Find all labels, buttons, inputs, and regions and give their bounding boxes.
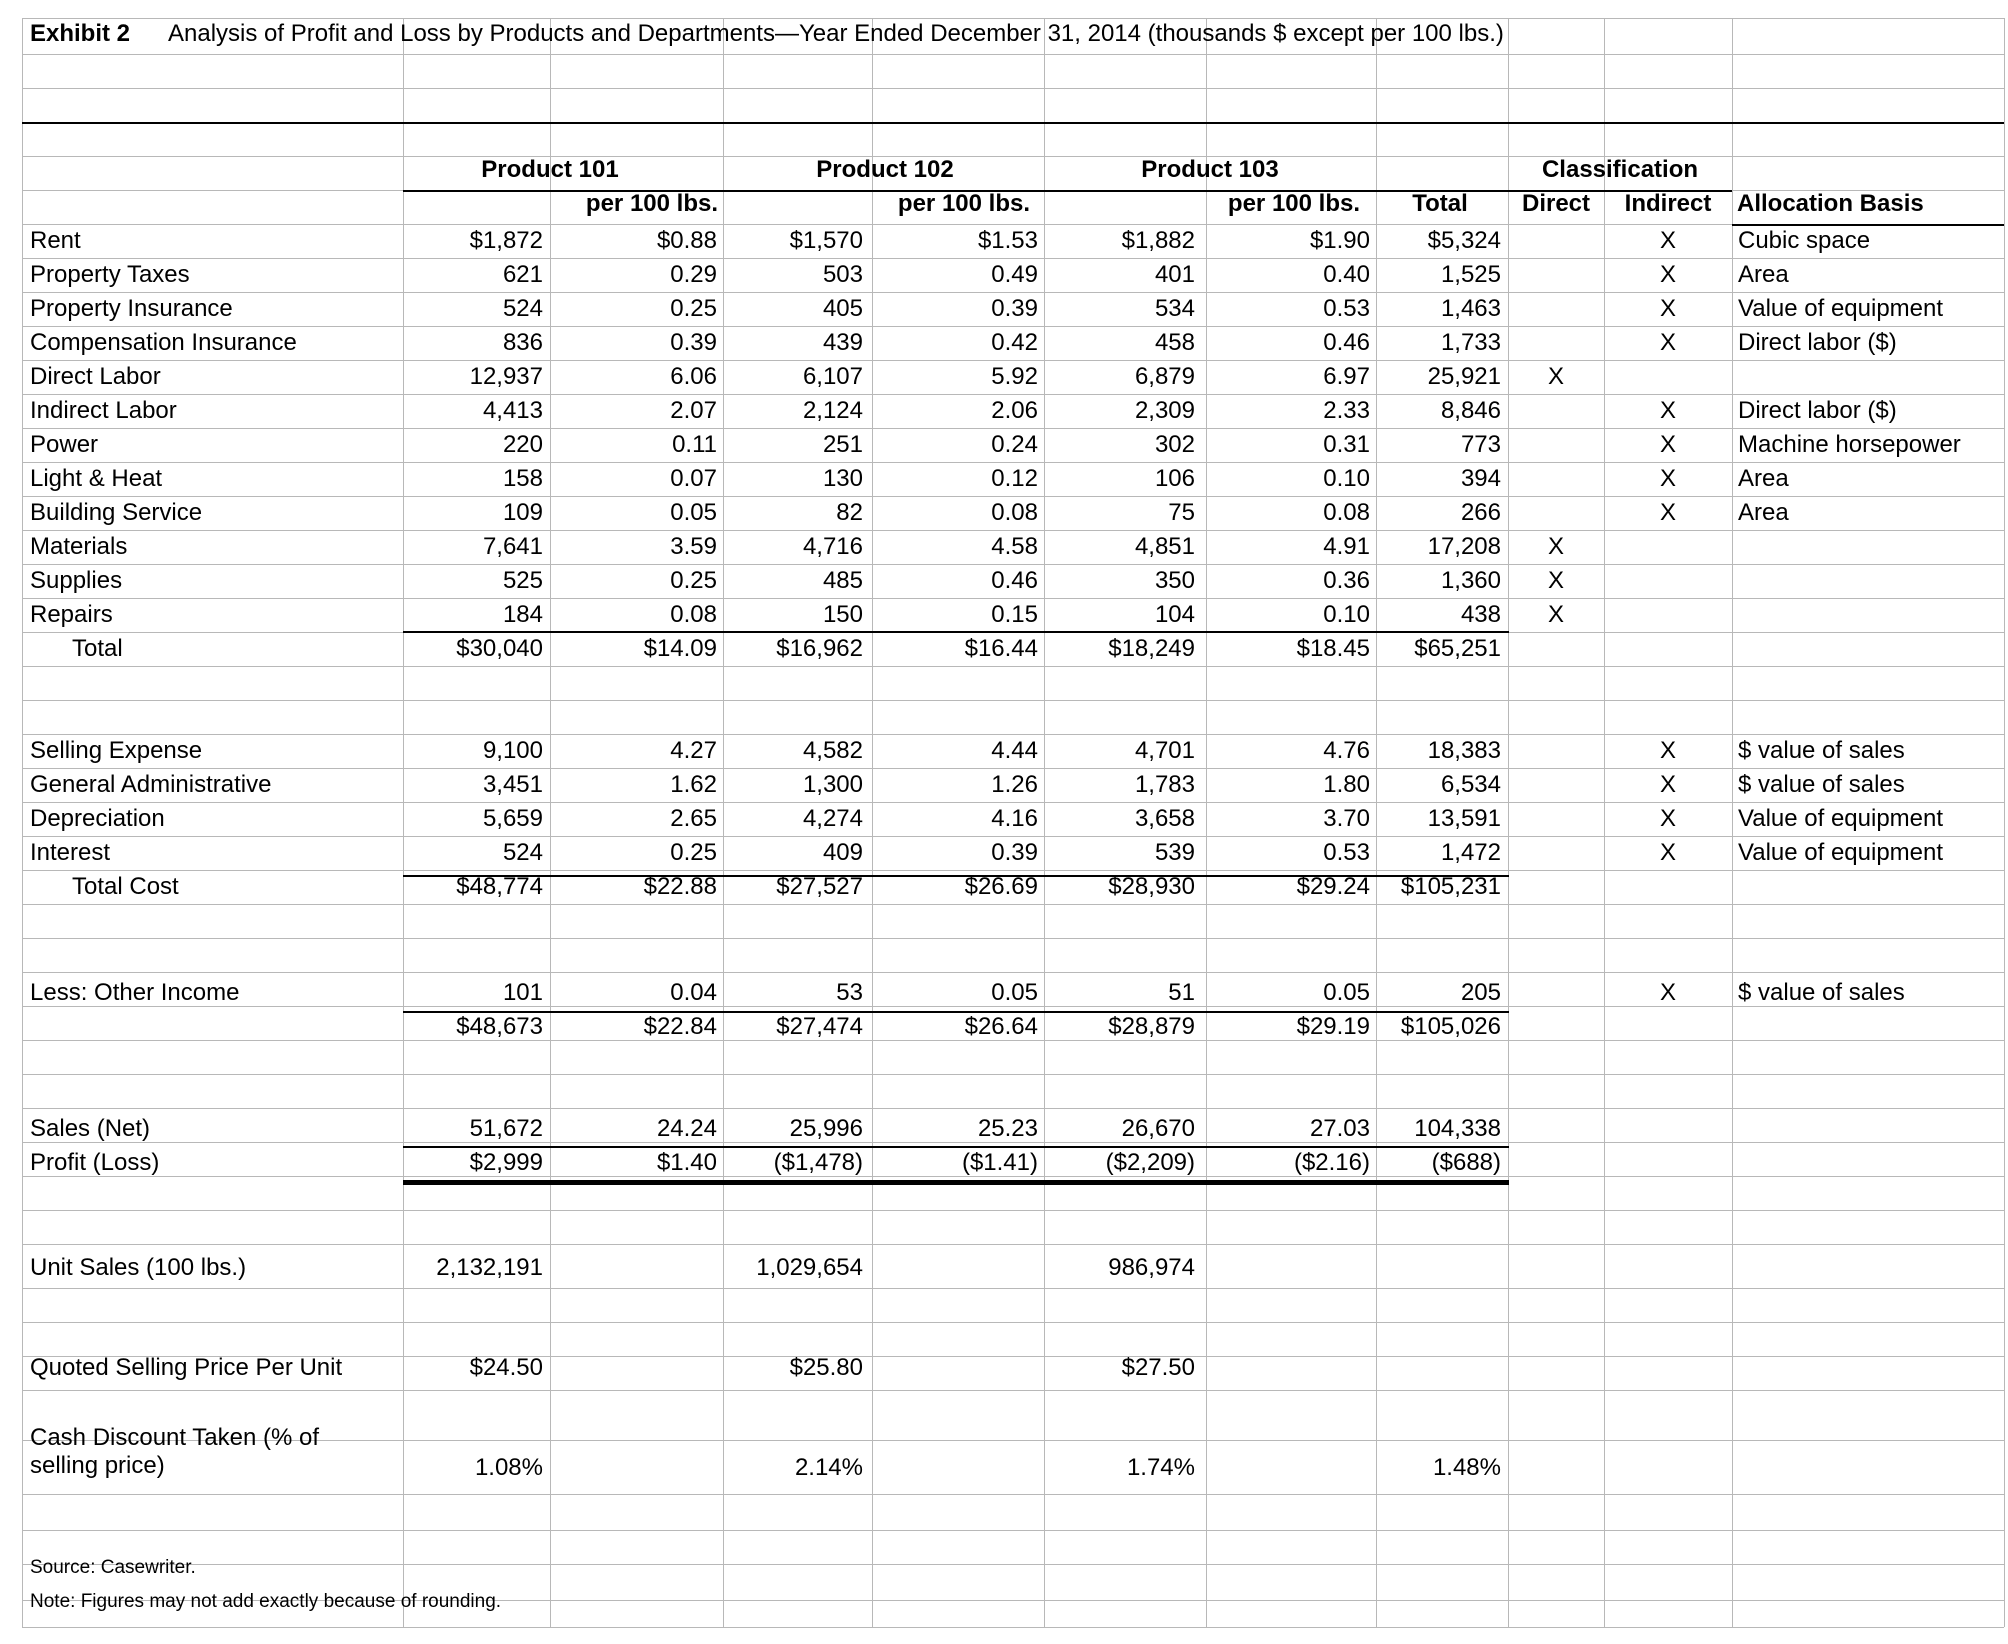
- value-cell: 836: [502, 329, 543, 356]
- value-cell: $1.53: [977, 227, 1038, 254]
- indirect-mark: X: [1659, 295, 1676, 322]
- value-cell: 9,100: [482, 737, 543, 764]
- value-cell: 0.39: [670, 329, 717, 356]
- indirect-mark: X: [1659, 397, 1676, 424]
- grid-line: [22, 462, 2004, 463]
- grid-line: [22, 326, 2004, 327]
- grid-line: [22, 1288, 2004, 1289]
- value-cell: 525: [502, 567, 543, 594]
- value-cell: 104,338: [1414, 1115, 1501, 1142]
- grid-line: [22, 360, 2004, 361]
- row-label: Repairs: [30, 601, 113, 628]
- value-cell: 0.25: [670, 295, 717, 322]
- value-cell: 0.49: [991, 261, 1038, 288]
- allocation-basis: Area: [1738, 261, 1789, 288]
- unit-sales-p102: 1,029,654: [756, 1254, 863, 1281]
- allocation-basis: Area: [1738, 465, 1789, 492]
- value-cell: $14.09: [643, 635, 717, 662]
- grid-line: [22, 802, 2004, 803]
- grid-line: [2004, 18, 2005, 1627]
- allocation-basis: Value of equipment: [1738, 295, 1944, 322]
- value-cell: $16,962: [776, 635, 863, 662]
- value-cell: 4.91: [1323, 533, 1370, 560]
- grid-line: [22, 598, 2004, 599]
- value-cell: ($2.16): [1293, 1149, 1370, 1176]
- cash-discount-p103: 1.74%: [1126, 1454, 1195, 1481]
- value-cell: $28,879: [1108, 1013, 1195, 1040]
- value-cell: ($1,478): [773, 1149, 863, 1176]
- value-cell: 1,463: [1440, 295, 1501, 322]
- value-cell: 0.12: [991, 465, 1038, 492]
- value-cell: 3.59: [670, 533, 717, 560]
- value-cell: 0.40: [1323, 261, 1370, 288]
- value-cell: 0.08: [1323, 499, 1370, 526]
- grid-line: [872, 18, 873, 1627]
- header-direct: Direct: [1521, 190, 1591, 217]
- indirect-mark: X: [1659, 771, 1676, 798]
- value-cell: 4,582: [802, 737, 863, 764]
- value-cell: 82: [836, 499, 863, 526]
- value-cell: 6,879: [1134, 363, 1195, 390]
- grid-line: [403, 1146, 1509, 1148]
- value-cell: 0.24: [991, 431, 1038, 458]
- indirect-mark: X: [1659, 465, 1676, 492]
- value-cell: 4,716: [802, 533, 863, 560]
- value-cell: 109: [502, 499, 543, 526]
- grid-line: [22, 904, 2004, 905]
- allocation-basis: Direct labor ($): [1738, 329, 1897, 356]
- row-label: Total: [72, 635, 123, 662]
- grid-line: [22, 666, 2004, 667]
- header-allocation-basis: Allocation Basis: [1737, 190, 1924, 217]
- value-cell: 539: [1154, 839, 1195, 866]
- value-cell: 0.42: [991, 329, 1038, 356]
- grid-line: [22, 836, 2004, 837]
- allocation-basis: Value of equipment: [1738, 839, 1944, 866]
- row-label: Materials: [30, 533, 128, 560]
- header-classification: Classification: [1541, 156, 1699, 183]
- quoted-price-p103: $27.50: [1121, 1354, 1195, 1381]
- allocation-basis: Direct labor ($): [1738, 397, 1897, 424]
- value-cell: $27,474: [776, 1013, 863, 1040]
- grid-line: [22, 292, 2004, 293]
- grid-line: [22, 530, 2004, 531]
- value-cell: 26,670: [1121, 1115, 1195, 1142]
- value-cell: 27.03: [1309, 1115, 1370, 1142]
- value-cell: 0.05: [670, 499, 717, 526]
- row-label: Building Service: [30, 499, 203, 526]
- allocation-basis: $ value of sales: [1738, 771, 1905, 798]
- rounding-note: Note: Figures may not add exactly because of rounding.: [30, 1591, 502, 1612]
- value-cell: 220: [502, 431, 543, 458]
- row-label: Profit (Loss): [30, 1149, 160, 1176]
- row-label: Direct Labor: [30, 363, 161, 390]
- value-cell: 405: [822, 295, 863, 322]
- grid-line: [22, 88, 2004, 89]
- value-cell: 302: [1154, 431, 1195, 458]
- header-indirect: Indirect: [1624, 190, 1712, 217]
- value-cell: 6,107: [802, 363, 863, 390]
- value-cell: $26.64: [964, 1013, 1038, 1040]
- grid-line: [22, 224, 2004, 225]
- grid-line: [22, 54, 2004, 55]
- grid-line: [22, 1108, 2004, 1109]
- value-cell: 0.10: [1323, 465, 1370, 492]
- grid-line: [550, 18, 551, 1627]
- value-cell: 0.08: [670, 601, 717, 628]
- value-cell: 51,672: [469, 1115, 543, 1142]
- direct-mark: X: [1547, 533, 1564, 560]
- value-cell: $29.24: [1296, 873, 1370, 900]
- value-cell: 1,733: [1440, 329, 1501, 356]
- value-cell: 3,451: [482, 771, 543, 798]
- value-cell: 0.25: [670, 839, 717, 866]
- value-cell: 458: [1154, 329, 1195, 356]
- value-cell: 101: [502, 979, 543, 1006]
- value-cell: 18,383: [1427, 737, 1501, 764]
- value-cell: 25,921: [1427, 363, 1501, 390]
- source-note: Source: Casewriter.: [30, 1557, 196, 1578]
- grid-line: [22, 972, 2004, 973]
- value-cell: 4,701: [1134, 737, 1195, 764]
- value-cell: 6,534: [1440, 771, 1501, 798]
- direct-mark: X: [1547, 363, 1564, 390]
- cash-discount-total: 1.48%: [1432, 1454, 1501, 1481]
- value-cell: 0.53: [1323, 839, 1370, 866]
- value-cell: $105,026: [1400, 1013, 1501, 1040]
- cash-discount-p101: 1.08%: [474, 1454, 543, 1481]
- row-label: General Administrative: [30, 771, 272, 798]
- value-cell: 438: [1460, 601, 1501, 628]
- value-cell: 0.10: [1323, 601, 1370, 628]
- value-cell: 2,309: [1134, 397, 1195, 424]
- grid-line: [22, 734, 2004, 735]
- value-cell: 0.25: [670, 567, 717, 594]
- value-cell: $48,774: [456, 873, 543, 900]
- cash-discount-label: Cash Discount Taken (% of selling price): [30, 1424, 320, 1479]
- grid-line: [1206, 18, 1207, 1627]
- value-cell: 0.04: [670, 979, 717, 1006]
- header-p101-per-100: per 100 lbs.: [585, 190, 718, 217]
- value-cell: 350: [1154, 567, 1195, 594]
- value-cell: 13,591: [1427, 805, 1501, 832]
- value-cell: 75: [1168, 499, 1195, 526]
- value-cell: 0.05: [1323, 979, 1370, 1006]
- indirect-mark: X: [1659, 329, 1676, 356]
- value-cell: $105,231: [1400, 873, 1501, 900]
- value-cell: $30,040: [456, 635, 543, 662]
- header-p102-per-100: per 100 lbs.: [897, 190, 1030, 217]
- header-product-101: Product 101: [481, 156, 619, 183]
- cash-discount-p102: 2.14%: [794, 1454, 863, 1481]
- value-cell: $2,999: [469, 1149, 543, 1176]
- exhibit-title: Analysis of Profit and Loss by Products and Departments—Year Ended December 31, 2014 (thousands $ except per 100 lbs.): [168, 20, 1504, 47]
- grid-line: [22, 258, 2004, 259]
- value-cell: 1.26: [991, 771, 1038, 798]
- row-label: Total Cost: [72, 873, 179, 900]
- value-cell: 524: [502, 839, 543, 866]
- value-cell: $0.88: [656, 227, 717, 254]
- value-cell: $29.19: [1296, 1013, 1370, 1040]
- grid-line: [22, 1210, 2004, 1211]
- value-cell: $1,872: [469, 227, 543, 254]
- row-label: Light & Heat: [30, 465, 163, 492]
- value-cell: $5,324: [1427, 227, 1501, 254]
- allocation-basis: $ value of sales: [1738, 979, 1905, 1006]
- grid-line: [22, 1244, 2004, 1245]
- value-cell: $1.90: [1309, 227, 1370, 254]
- value-cell: ($1.41): [961, 1149, 1038, 1176]
- value-cell: 1,525: [1440, 261, 1501, 288]
- grid-line: [403, 631, 1509, 633]
- value-cell: 773: [1460, 431, 1501, 458]
- value-cell: $26.69: [964, 873, 1038, 900]
- grid-line: [22, 870, 2004, 871]
- value-cell: 0.53: [1323, 295, 1370, 322]
- indirect-mark: X: [1659, 227, 1676, 254]
- value-cell: 150: [822, 601, 863, 628]
- value-cell: 0.07: [670, 465, 717, 492]
- value-cell: 17,208: [1427, 533, 1501, 560]
- value-cell: 158: [502, 465, 543, 492]
- row-label: Property Taxes: [30, 261, 190, 288]
- row-label: Depreciation: [30, 805, 165, 832]
- value-cell: 2.06: [991, 397, 1038, 424]
- value-cell: $1.40: [656, 1149, 717, 1176]
- grid-line: [1732, 18, 1733, 1627]
- value-cell: 4.76: [1323, 737, 1370, 764]
- value-cell: 4.16: [991, 805, 1038, 832]
- grid-line: [1508, 18, 1509, 1627]
- value-cell: ($688): [1431, 1149, 1501, 1176]
- value-cell: $18,249: [1108, 635, 1195, 662]
- value-cell: 53: [836, 979, 863, 1006]
- value-cell: $22.88: [643, 873, 717, 900]
- grid-line: [22, 1390, 2004, 1391]
- value-cell: $1,882: [1121, 227, 1195, 254]
- value-cell: 0.15: [991, 601, 1038, 628]
- quoted-price-p102: $25.80: [789, 1354, 863, 1381]
- value-cell: 4.44: [991, 737, 1038, 764]
- value-cell: 8,846: [1440, 397, 1501, 424]
- grid-line: [22, 938, 2004, 939]
- value-cell: 0.39: [991, 295, 1038, 322]
- value-cell: 4,274: [802, 805, 863, 832]
- indirect-mark: X: [1659, 431, 1676, 458]
- value-cell: ($2,209): [1105, 1149, 1195, 1176]
- grid-line: [22, 768, 2004, 769]
- row-label: Sales (Net): [30, 1115, 151, 1142]
- value-cell: 0.29: [670, 261, 717, 288]
- value-cell: 485: [822, 567, 863, 594]
- value-cell: 503: [822, 261, 863, 288]
- unit-sales-p103: 986,974: [1108, 1254, 1195, 1281]
- value-cell: 205: [1460, 979, 1501, 1006]
- row-label: Indirect Labor: [30, 397, 177, 424]
- grid-line: [22, 1322, 2004, 1323]
- grid-line: [22, 1564, 2004, 1565]
- value-cell: 3.70: [1323, 805, 1370, 832]
- value-cell: 4,851: [1134, 533, 1195, 560]
- value-cell: 106: [1154, 465, 1195, 492]
- value-cell: 3,658: [1134, 805, 1195, 832]
- grid-line: [22, 18, 2004, 19]
- value-cell: 2.65: [670, 805, 717, 832]
- row-label: Selling Expense: [30, 737, 203, 764]
- grid-line: [403, 1180, 1509, 1185]
- unit-sales-label: Unit Sales (100 lbs.): [30, 1254, 247, 1281]
- quoted-price-label: Quoted Selling Price Per Unit: [30, 1354, 343, 1381]
- value-cell: 409: [822, 839, 863, 866]
- grid-line: [22, 1074, 2004, 1075]
- grid-line: [1044, 18, 1045, 1627]
- value-cell: $65,251: [1414, 635, 1501, 662]
- indirect-mark: X: [1659, 805, 1676, 832]
- row-label: Power: [30, 431, 99, 458]
- value-cell: 51: [1168, 979, 1195, 1006]
- grid-line: [22, 564, 2004, 565]
- grid-line: [22, 122, 2004, 124]
- value-cell: $48,673: [456, 1013, 543, 1040]
- allocation-basis: Value of equipment: [1738, 805, 1944, 832]
- value-cell: $22.84: [643, 1013, 717, 1040]
- header-product-103: Product 103: [1141, 156, 1279, 183]
- value-cell: 1.62: [670, 771, 717, 798]
- value-cell: 0.46: [1323, 329, 1370, 356]
- indirect-mark: X: [1659, 499, 1676, 526]
- value-cell: 266: [1460, 499, 1501, 526]
- allocation-basis: Machine horsepower: [1738, 431, 1961, 458]
- value-cell: 524: [502, 295, 543, 322]
- header-product-102: Product 102: [816, 156, 954, 183]
- value-cell: 2.07: [670, 397, 717, 424]
- value-cell: 184: [502, 601, 543, 628]
- value-cell: 12,937: [469, 363, 543, 390]
- value-cell: 24.24: [656, 1115, 717, 1142]
- allocation-basis: Cubic space: [1738, 227, 1871, 254]
- header-total: Total: [1412, 190, 1468, 217]
- row-label: Property Insurance: [30, 295, 233, 322]
- row-label: Interest: [30, 839, 111, 866]
- value-cell: 130: [822, 465, 863, 492]
- value-cell: $28,930: [1108, 873, 1195, 900]
- value-cell: 0.46: [991, 567, 1038, 594]
- row-label: Compensation Insurance: [30, 329, 297, 356]
- value-cell: 394: [1460, 465, 1501, 492]
- value-cell: 621: [502, 261, 543, 288]
- grid-line: [22, 394, 2004, 395]
- allocation-basis: Area: [1738, 499, 1789, 526]
- unit-sales-p101: 2,132,191: [436, 1254, 543, 1281]
- value-cell: 5.92: [991, 363, 1038, 390]
- value-cell: 1,783: [1134, 771, 1195, 798]
- grid-line: [22, 1627, 2004, 1628]
- value-cell: 6.06: [670, 363, 717, 390]
- row-label: Rent: [30, 227, 81, 254]
- grid-line: [22, 496, 2004, 497]
- value-cell: 25.23: [977, 1115, 1038, 1142]
- value-cell: 4.27: [670, 737, 717, 764]
- row-label: Less: Other Income: [30, 979, 240, 1006]
- value-cell: 0.08: [991, 499, 1038, 526]
- value-cell: $1,570: [789, 227, 863, 254]
- indirect-mark: X: [1659, 261, 1676, 288]
- value-cell: $16.44: [964, 635, 1038, 662]
- allocation-basis: $ value of sales: [1738, 737, 1905, 764]
- row-label: Supplies: [30, 567, 123, 594]
- value-cell: 1.80: [1323, 771, 1370, 798]
- value-cell: 1,300: [802, 771, 863, 798]
- header-p103-per-100: per 100 lbs.: [1227, 190, 1360, 217]
- value-cell: 7,641: [482, 533, 543, 560]
- value-cell: 4,413: [482, 397, 543, 424]
- direct-mark: X: [1547, 567, 1564, 594]
- value-cell: 4.58: [991, 533, 1038, 560]
- direct-mark: X: [1547, 601, 1564, 628]
- value-cell: 439: [822, 329, 863, 356]
- grid-line: [22, 1494, 2004, 1495]
- indirect-mark: X: [1659, 737, 1676, 764]
- value-cell: 5,659: [482, 805, 543, 832]
- indirect-mark: X: [1659, 839, 1676, 866]
- value-cell: 0.39: [991, 839, 1038, 866]
- value-cell: 0.11: [672, 431, 717, 458]
- exhibit-number: Exhibit 2: [30, 20, 131, 47]
- value-cell: 25,996: [789, 1115, 863, 1142]
- grid-line: [22, 18, 23, 1627]
- value-cell: 1,472: [1440, 839, 1501, 866]
- indirect-mark: X: [1659, 979, 1676, 1006]
- value-cell: 401: [1154, 261, 1195, 288]
- value-cell: 2,124: [802, 397, 863, 424]
- grid-line: [1732, 224, 2004, 226]
- value-cell: 251: [822, 431, 863, 458]
- value-cell: $18.45: [1296, 635, 1370, 662]
- grid-line: [22, 700, 2004, 701]
- value-cell: 0.31: [1323, 431, 1370, 458]
- value-cell: 0.05: [991, 979, 1038, 1006]
- value-cell: 1,360: [1440, 567, 1501, 594]
- value-cell: 6.97: [1323, 363, 1370, 390]
- grid-line: [22, 428, 2004, 429]
- value-cell: 0.36: [1323, 567, 1370, 594]
- grid-line: [22, 1530, 2004, 1531]
- value-cell: $27,527: [776, 873, 863, 900]
- value-cell: 2.33: [1323, 397, 1370, 424]
- value-cell: 104: [1154, 601, 1195, 628]
- value-cell: 534: [1154, 295, 1195, 322]
- quoted-price-p101: $24.50: [469, 1354, 543, 1381]
